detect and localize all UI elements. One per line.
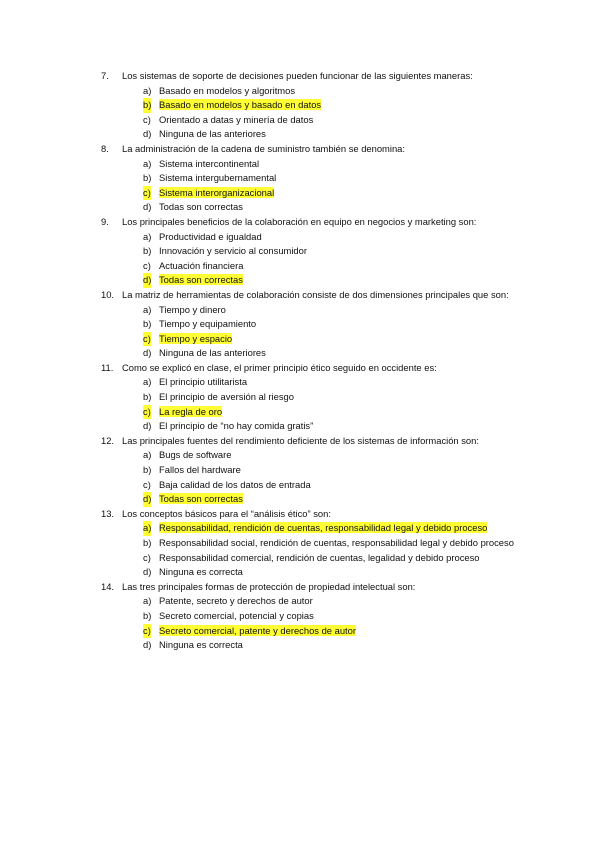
option-text: Fallos del hardware <box>159 464 241 476</box>
option-letter: d) <box>143 128 152 140</box>
option-letter: d) <box>143 347 152 359</box>
question-item <box>101 142 521 215</box>
answer-option <box>122 303 521 318</box>
option-letter: c) <box>143 332 151 347</box>
option-text: Orientado a datas y minería de datos <box>159 113 314 125</box>
answer-option <box>122 478 521 493</box>
option-letter: d) <box>143 639 152 651</box>
option-text: Todas son correctas <box>159 493 243 505</box>
answer-option <box>122 317 521 332</box>
option-letter: a) <box>143 376 152 388</box>
option-letter: a) <box>143 303 152 315</box>
option-letter: b) <box>143 537 152 548</box>
option-letter: c) <box>143 478 151 490</box>
option-text: Productividad e igualdad <box>159 230 262 242</box>
answer-option <box>122 594 521 609</box>
question-text: La matriz de herramientas de colaboración consiste de dos dimensiones principales que son: <box>122 288 509 300</box>
option-text: El principio utilitarista <box>159 376 248 388</box>
answer-option <box>122 419 521 434</box>
option-letter: a) <box>143 595 152 607</box>
answer-option <box>122 346 521 361</box>
question-text: Las tres principales formas de protección de propiedad intelectual son: <box>122 580 416 592</box>
option-letter: a) <box>143 521 151 536</box>
question-item <box>101 580 521 653</box>
answer-option <box>122 200 521 215</box>
question-text: La administración de la cadena de suministro también se denomina: <box>122 142 405 154</box>
answer-option-highlighted <box>122 492 521 507</box>
question-text: Los sistemas de soporte de decisiones pueden funcionar de las siguientes maneras: <box>122 70 473 81</box>
question-number: 14. <box>101 580 115 592</box>
question-item <box>101 361 521 434</box>
option-list <box>122 157 521 215</box>
answer-option <box>122 244 521 259</box>
option-text: Responsabilidad comercial, rendición de cuentas, legalidad y debido proceso <box>159 551 480 563</box>
option-letter: c) <box>143 113 151 125</box>
option-text: Basado en modelos y algoritmos <box>159 84 296 96</box>
answer-option <box>122 551 521 566</box>
option-list <box>122 84 521 142</box>
option-letter: c) <box>143 405 151 420</box>
question-number: 11. <box>101 361 114 373</box>
question-number: 12. <box>101 434 115 446</box>
question-text: Las principales fuentes del rendimiento deficiente de los sistemas de información son: <box>122 434 479 446</box>
option-text: Tiempo y dinero <box>159 303 226 315</box>
option-text: Patente, secreto y derechos de autor <box>159 595 313 607</box>
option-list <box>122 594 521 652</box>
option-text: Actuación financiera <box>159 259 244 271</box>
option-letter: d) <box>143 201 152 213</box>
option-letter: c) <box>143 259 151 271</box>
option-letter: b) <box>143 391 152 403</box>
option-text: La regla de oro <box>159 405 223 417</box>
answer-option <box>122 638 521 653</box>
option-letter: d) <box>143 566 152 578</box>
option-letter: a) <box>143 449 152 461</box>
option-letter: d) <box>143 492 151 507</box>
option-letter: a) <box>143 84 152 96</box>
option-text: Ninguna es correcta <box>159 639 243 651</box>
option-text: Tiempo y espacio <box>159 332 233 344</box>
answer-option <box>122 259 521 274</box>
option-letter: b) <box>143 318 152 330</box>
option-list <box>122 521 521 579</box>
option-text: Basado en modelos y basado en datos <box>159 99 322 111</box>
option-text: Innovación y servicio al consumidor <box>159 245 307 257</box>
answer-option <box>122 157 521 172</box>
answer-option <box>122 390 521 405</box>
option-text: Responsabilidad social, rendición de cuentas, responsabilidad legal y debido proceso <box>159 537 514 548</box>
answer-option-highlighted <box>122 98 521 113</box>
answer-option <box>122 536 521 551</box>
option-text: Ninguna de las anteriores <box>159 128 266 140</box>
option-text: Sistema intercontinental <box>159 157 260 169</box>
option-text: Sistema interorganizacional <box>159 186 275 198</box>
option-text: Ninguna de las anteriores <box>159 347 266 359</box>
option-letter: c) <box>143 186 151 201</box>
option-text: Responsabilidad, rendición de cuentas, responsabilidad legal y debido proceso <box>159 522 488 534</box>
answer-option-highlighted <box>122 405 521 420</box>
question-text: Los principales beneficios de la colaboración en equipo en negocios y marketing son: <box>122 215 477 227</box>
option-letter: c) <box>143 551 151 563</box>
answer-option-highlighted <box>122 186 521 201</box>
answer-option <box>122 127 521 142</box>
option-text: Ninguna es correcta <box>159 566 243 578</box>
option-text: Tiempo y equipamiento <box>159 318 257 330</box>
answer-option <box>122 609 521 624</box>
question-number: 9. <box>101 215 109 227</box>
question-item <box>101 69 521 142</box>
option-text: Bugs de software <box>159 449 232 461</box>
option-text: El principio de aversión al riesgo <box>159 391 294 403</box>
question-number: 7. <box>101 70 109 81</box>
option-text: Secreto comercial, potencial y copias <box>159 609 314 621</box>
option-letter: d) <box>143 420 152 432</box>
option-text: El principio de “no hay comida gratis” <box>159 420 314 432</box>
question-number: 10. <box>101 288 115 300</box>
option-text: Baja calidad de los datos de entrada <box>159 478 311 490</box>
option-list <box>122 448 521 506</box>
option-text: Secreto comercial, patente y derechos de autor <box>159 624 356 636</box>
answer-option <box>122 448 521 463</box>
answer-option <box>122 171 521 186</box>
option-letter: a) <box>143 157 152 169</box>
answer-option <box>122 375 521 390</box>
option-letter: b) <box>143 172 152 184</box>
option-list <box>122 303 521 361</box>
option-letter: b) <box>143 609 152 621</box>
option-letter: b) <box>143 464 152 476</box>
question-item <box>101 215 521 288</box>
question-list <box>101 69 521 653</box>
answer-option <box>122 113 521 128</box>
option-text: Sistema intergubernamental <box>159 172 277 184</box>
option-list <box>122 375 521 433</box>
answer-option-highlighted <box>122 332 521 347</box>
answer-option-highlighted <box>122 273 521 288</box>
option-text: Todas son correctas <box>159 201 243 213</box>
answer-option <box>122 84 521 99</box>
option-letter: c) <box>143 624 151 639</box>
answer-option-highlighted <box>122 521 521 536</box>
question-item <box>101 434 521 507</box>
option-letter: b) <box>143 98 151 113</box>
question-item <box>101 507 521 580</box>
question-text: Como se explicó en clase, el primer principio ético seguido en occidente es: <box>122 361 437 373</box>
option-text: Todas son correctas <box>159 274 243 286</box>
answer-option <box>122 463 521 478</box>
question-text: Los conceptos básicos para el “análisis ético” son: <box>122 507 331 519</box>
question-number: 8. <box>101 142 109 154</box>
question-number: 13. <box>101 507 115 519</box>
answer-option-highlighted <box>122 624 521 639</box>
option-letter: b) <box>143 245 152 257</box>
option-letter: a) <box>143 230 152 242</box>
answer-option <box>122 565 521 580</box>
option-list <box>122 230 521 288</box>
answer-option <box>122 230 521 245</box>
question-item <box>101 288 521 361</box>
option-letter: d) <box>143 273 151 288</box>
